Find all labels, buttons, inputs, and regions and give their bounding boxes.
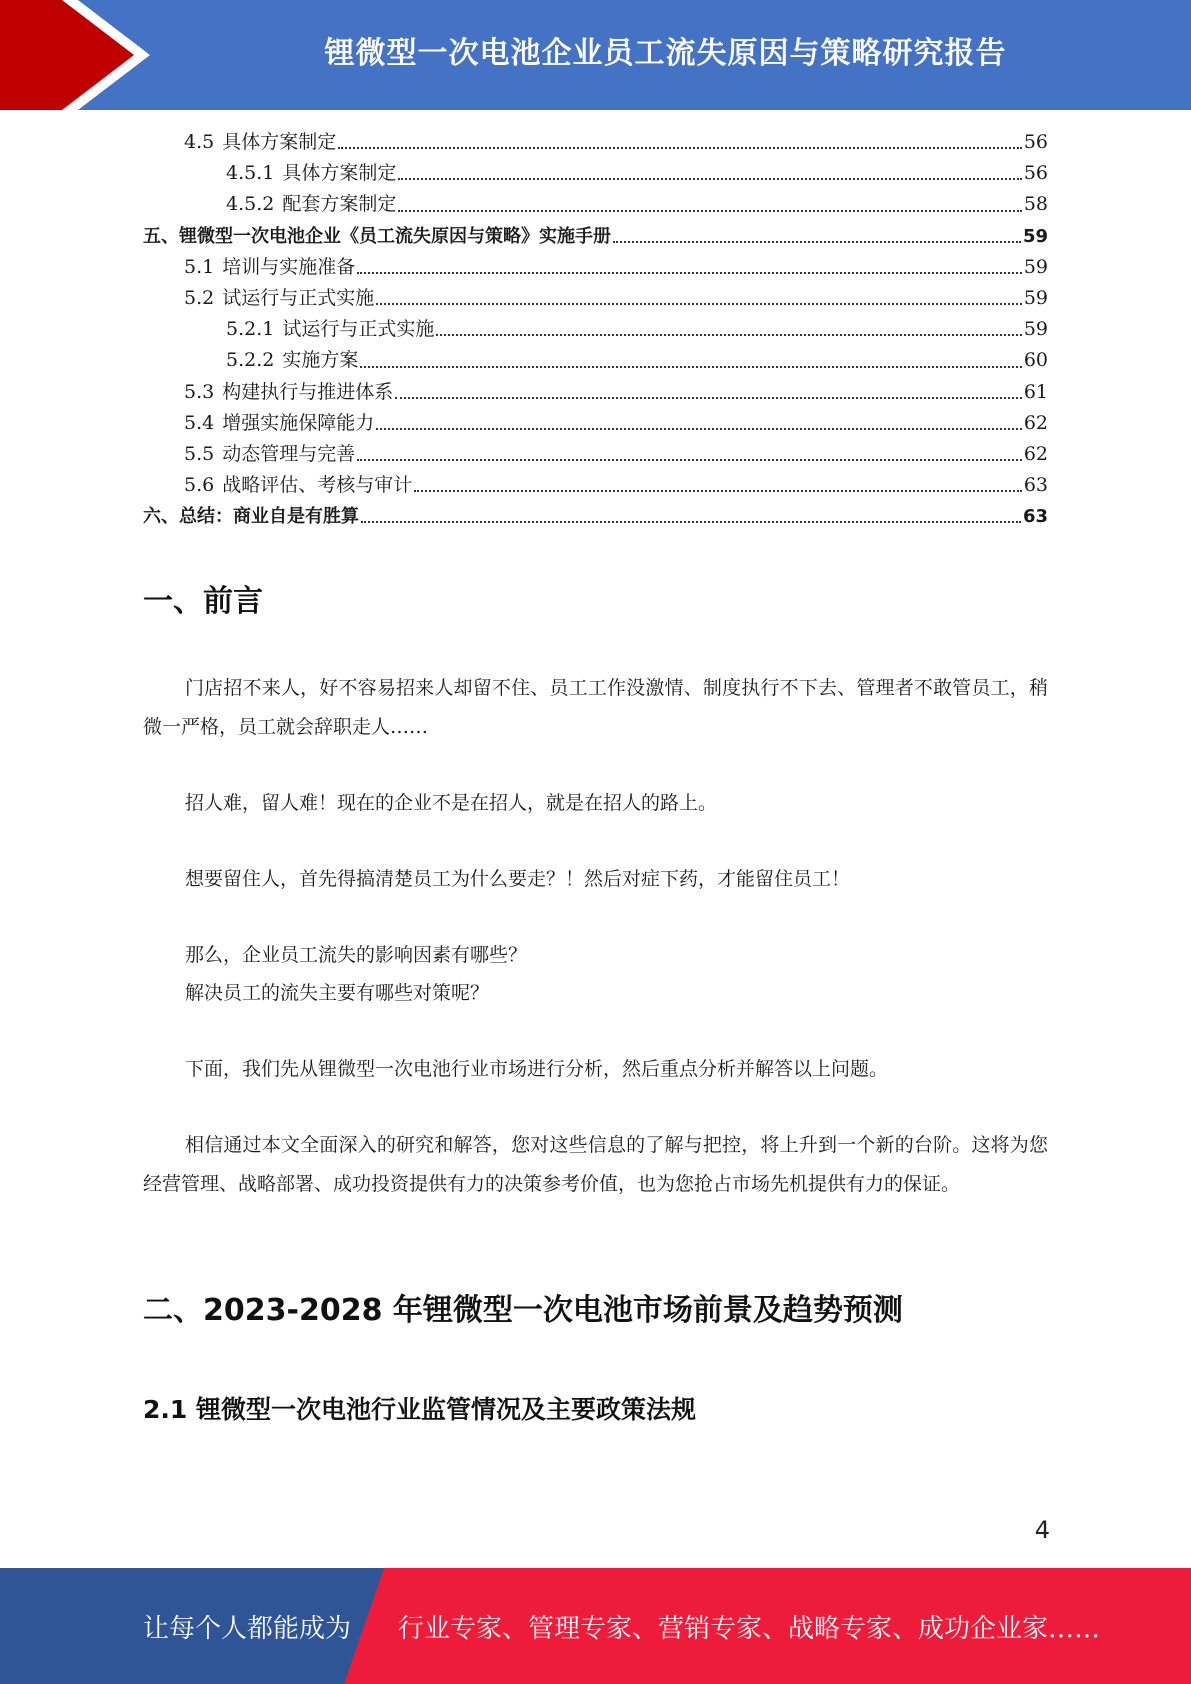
toc-entry-title: 五、锂微型一次电池企业《员工流失原因与策略》实施手册	[143, 225, 611, 247]
toc-entry[interactable]	[143, 470, 1048, 501]
toc-entry[interactable]	[143, 439, 1048, 470]
section-heading-market-outlook: 二、2023-2028 年锂微型一次电池市场前景及趋势预测	[143, 1293, 903, 1328]
toc-entry-title: 实施方案	[282, 349, 359, 372]
toc-entry-number: 4.5.2	[226, 193, 275, 216]
paragraph: 门店招不来人，好不容易招来人却留不住、员工工作没激情、制度执行不下去、管理者不敢管员工，稍微一严格，员工就会辞职走人……	[143, 677, 1048, 738]
toc-entry-title: 试运行与正式实施	[282, 318, 435, 341]
toc-entry[interactable]	[143, 408, 1048, 439]
toc-entry-page: 61	[1023, 380, 1048, 403]
toc-leader-dots	[357, 459, 1022, 461]
subsection-heading-regulation: 2.1 锂微型一次电池行业监管情况及主要政策法规	[143, 1395, 696, 1424]
toc-entry-page: 59	[1023, 318, 1048, 341]
toc-leader-dots	[398, 178, 1021, 180]
toc-entry-number: 5.2	[184, 286, 215, 309]
toc-entry-number: 5.4	[184, 411, 215, 434]
report-title: 锂微型一次电池企业员工流失原因与策略研究报告	[324, 36, 1007, 71]
toc-entry[interactable]	[143, 158, 1048, 189]
toc-entry-page: 59	[1023, 255, 1048, 278]
toc-entry-number: 4.5.1	[226, 162, 275, 185]
footer-slogan-left: 让每个人都能成为	[143, 1613, 352, 1644]
toc-entry-title: 配套方案制定	[282, 193, 397, 216]
toc-entry[interactable]	[143, 314, 1048, 345]
toc-leader-dots	[395, 397, 1022, 399]
paragraph: 招人难，留人难！现在的企业不是在招人，就是在招人的路上。	[185, 792, 718, 814]
toc-entry-page: 59	[1023, 286, 1048, 309]
toc-leader-dots	[338, 147, 1022, 149]
page-number: 4	[1034, 1516, 1050, 1544]
toc-entry-page: 60	[1023, 349, 1048, 372]
toc-entry-page: 62	[1023, 442, 1048, 465]
toc-entry[interactable]	[143, 377, 1048, 408]
toc-entry-title: 构建执行与推进体系	[222, 380, 394, 403]
header-banner	[0, 0, 1191, 110]
toc-entry-page: 63	[1022, 506, 1048, 528]
toc-leader-dots	[398, 210, 1021, 212]
paragraph: 那么，企业员工流失的影响因素有哪些？	[185, 944, 528, 966]
toc-entry-number: 5.6	[184, 474, 215, 497]
toc-entry-number: 5.1	[184, 255, 215, 278]
paragraph: 解决员工的流失主要有哪些对策呢？	[185, 982, 490, 1004]
toc-entry-title: 战略评估、考核与审计	[222, 474, 413, 497]
toc-leader-dots	[376, 428, 1022, 430]
toc-entry[interactable]	[143, 345, 1048, 376]
toc-leader-dots	[376, 303, 1022, 305]
toc-entry-number: 4.5	[184, 131, 215, 153]
toc-leader-dots	[613, 241, 1021, 243]
section-heading-preface: 一、前言	[143, 584, 263, 619]
toc-leader-dots	[360, 366, 1021, 368]
toc-entry-number: 5.2.1	[226, 318, 275, 341]
toc-entry-number: 5.3	[184, 380, 215, 403]
toc-entry-title: 增强实施保障能力	[222, 411, 375, 434]
toc-entry[interactable]	[143, 127, 1048, 158]
toc-entry-title: 具体方案制定	[222, 131, 337, 153]
toc-entry-title: 具体方案制定	[282, 162, 397, 185]
toc-entry-number: 5.2.2	[226, 349, 275, 372]
paragraph: 想要留住人，首先得搞清楚员工为什么要走？！然后对症下药，才能留住员工！	[185, 868, 851, 890]
toc-entry[interactable]	[143, 189, 1048, 220]
toc-leader-dots	[436, 334, 1021, 336]
toc-leader-dots	[357, 272, 1022, 274]
toc-entry-title: 试运行与正式实施	[222, 286, 375, 309]
toc-entry[interactable]	[143, 501, 1048, 532]
header-arrow-decoration	[0, 0, 160, 110]
toc-entry[interactable]	[143, 283, 1048, 314]
toc-entry-title: 六、总结：商业自是有胜算	[143, 506, 359, 528]
toc-entry-title: 培训与实施准备	[222, 255, 356, 278]
toc-leader-dots	[361, 521, 1021, 523]
toc-entry-page: 56	[1023, 131, 1048, 153]
paragraph: 下面，我们先从锂微型一次电池行业市场进行分析，然后重点分析并解答以上问题。	[185, 1058, 889, 1080]
footer-slogan-right: 行业专家、管理专家、营销专家、战略专家、成功企业家……	[398, 1613, 1101, 1644]
toc-entry[interactable]	[143, 252, 1048, 283]
toc-leader-dots	[414, 490, 1022, 492]
toc-entry[interactable]	[143, 221, 1048, 252]
paragraph: 相信通过本文全面深入的研究和解答，您对这些信息的了解与把控，将上升到一个新的台阶。这将为您经营管理、战略部署、成功投资提供有力的决策参考价值，也为您抢占市场先机提供有力的保证。	[143, 1134, 1048, 1195]
footer-banner	[0, 1568, 1191, 1684]
table-of-contents	[143, 127, 1048, 532]
toc-entry-number: 5.5	[184, 442, 215, 465]
toc-entry-page: 58	[1023, 193, 1048, 216]
toc-entry-page: 59	[1022, 225, 1048, 247]
toc-entry-page: 63	[1023, 474, 1048, 497]
toc-entry-page: 56	[1023, 162, 1048, 185]
toc-entry-title: 动态管理与完善	[222, 442, 356, 465]
toc-entry-page: 62	[1023, 411, 1048, 434]
